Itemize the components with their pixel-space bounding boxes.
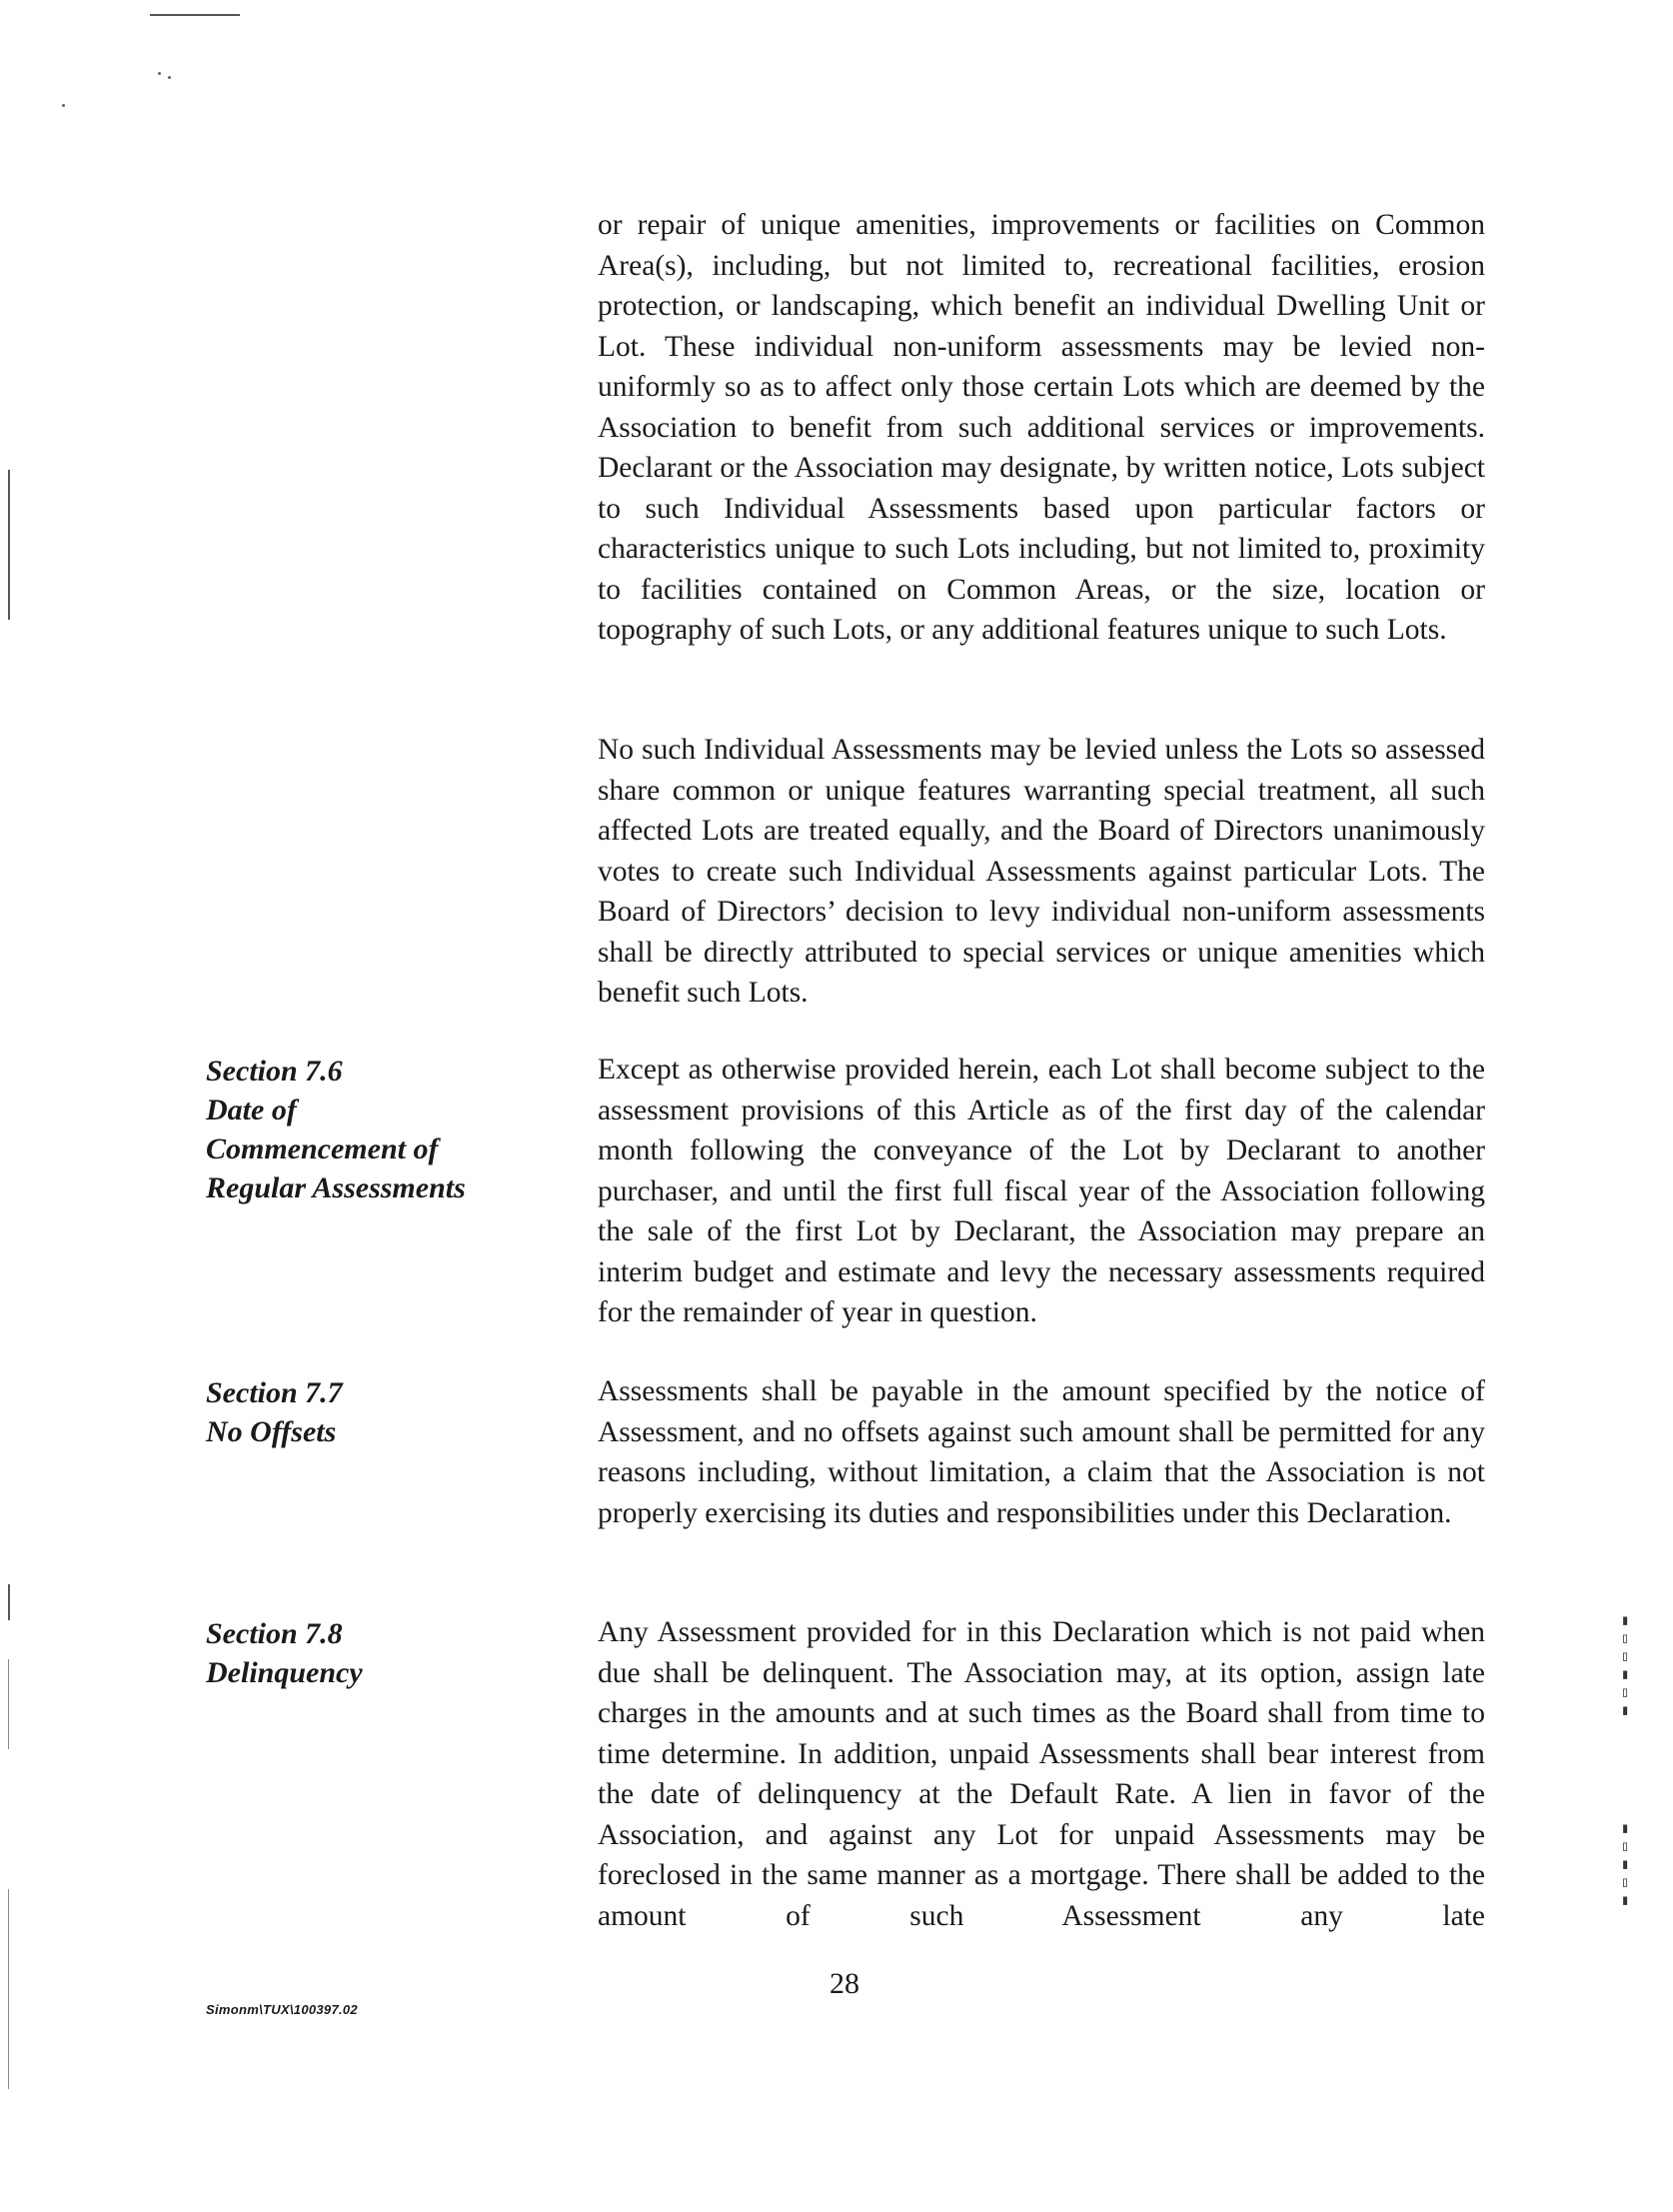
scan-dot bbox=[168, 76, 171, 79]
section-number: Section 7.8 bbox=[206, 1617, 343, 1650]
section-title-line: Commencement of bbox=[206, 1132, 439, 1165]
section-7-7-heading bbox=[206, 1373, 536, 1451]
page-number: 28 bbox=[830, 1967, 859, 2000]
scan-line-left bbox=[8, 1889, 9, 2089]
section-title-line: Regular Assessments bbox=[206, 1171, 466, 1204]
scan-line-left bbox=[8, 470, 10, 620]
document-reference: Simonm\TUX\100397.02 bbox=[206, 2002, 358, 2017]
section-title-line: No Offsets bbox=[206, 1415, 337, 1448]
section-7-6-heading bbox=[206, 1052, 536, 1207]
edge-stamp-mark: ▮▯▮▯▯▮ bbox=[1617, 1611, 1633, 1719]
edge-stamp-mark: ▮▯▮▯▮ bbox=[1617, 1819, 1633, 1909]
scan-line-left bbox=[8, 1584, 10, 1620]
section-number: Section 7.6 bbox=[206, 1055, 343, 1088]
section-7-7-text: Assessments shall be payable in the amount specified by the notice of Assessment, and no offsets against such amount shall be permitted for any reasons including, without limitation, a claim that the Association is not properly exercising its duties and responsibilities under this Declaration. bbox=[598, 1375, 1485, 1529]
scan-dot bbox=[62, 104, 65, 107]
section-7-6-text: Except as otherwise provided herein, each Lot shall become subject to the assessment provisions of this Article as of the first day of the calendar month following the conveyance of the Lot by Declarant to another purchaser, and until the first full fiscal year of the Association following the sale of the first Lot by Declarant, the Association may prepare an interim budget and estimate and levy the necessary assessments required for the remainder of year in question. bbox=[598, 1054, 1485, 1328]
scan-line-left bbox=[8, 1659, 9, 1749]
section-title-line: Date of bbox=[206, 1094, 297, 1126]
section-7-8-heading bbox=[206, 1614, 536, 1692]
scan-line-top bbox=[150, 14, 240, 16]
section-7-8-text: Any Assessment provided for in this Declaration which is not paid when due shall be delinquent. The Association may, at its option, assign late charges in the amounts and at such times as the Board shall from time to time determine. In addition, unpaid Assessments shall bear interest from the date of delinquency at the Default Rate. A lien in favor of the Association, and against any Lot for unpaid Assessments may be foreclosed in the same manner as a mortgage. There shall be added to the amount of such Assessment any late bbox=[598, 1616, 1485, 1932]
scan-dot bbox=[158, 72, 161, 75]
section-title-line: Delinquency bbox=[206, 1656, 363, 1689]
section-number: Section 7.7 bbox=[206, 1376, 343, 1409]
individual-assessments-paragraph: No such Individual Assessments may be levied unless the Lots so assessed share common or unique features warranting special treatment, all such affected Lots are treated equally, and the Board of Directors unanimously votes to create such Individual Assessments against particular Lots. The Board of Directors’ decision to levy individual non-uniform assessments shall be directly attributed to special services or unique amenities which benefit such Lots. bbox=[598, 734, 1485, 1009]
continuation-paragraph: or repair of unique amenities, improvements or facilities on Common Area(s), including, but not limited to, recreational facilities, erosion protection, or landscaping, which benefit an individual Dwelling Unit or Lot. These individual non-uniform assessments may be levied non-uniformly so as to affect only those certain Lots which are deemed by the Association to benefit from such additional services or improvements. Declarant or the Association may designate, by written notice, Lots subject to such Individual Assessments based upon particular factors or characteristics unique to such Lots including, but not limited to, proximity to facilities contained on Common Areas, or the size, location or topography of such Lots, or any additional features unique to such Lots. bbox=[598, 209, 1485, 646]
